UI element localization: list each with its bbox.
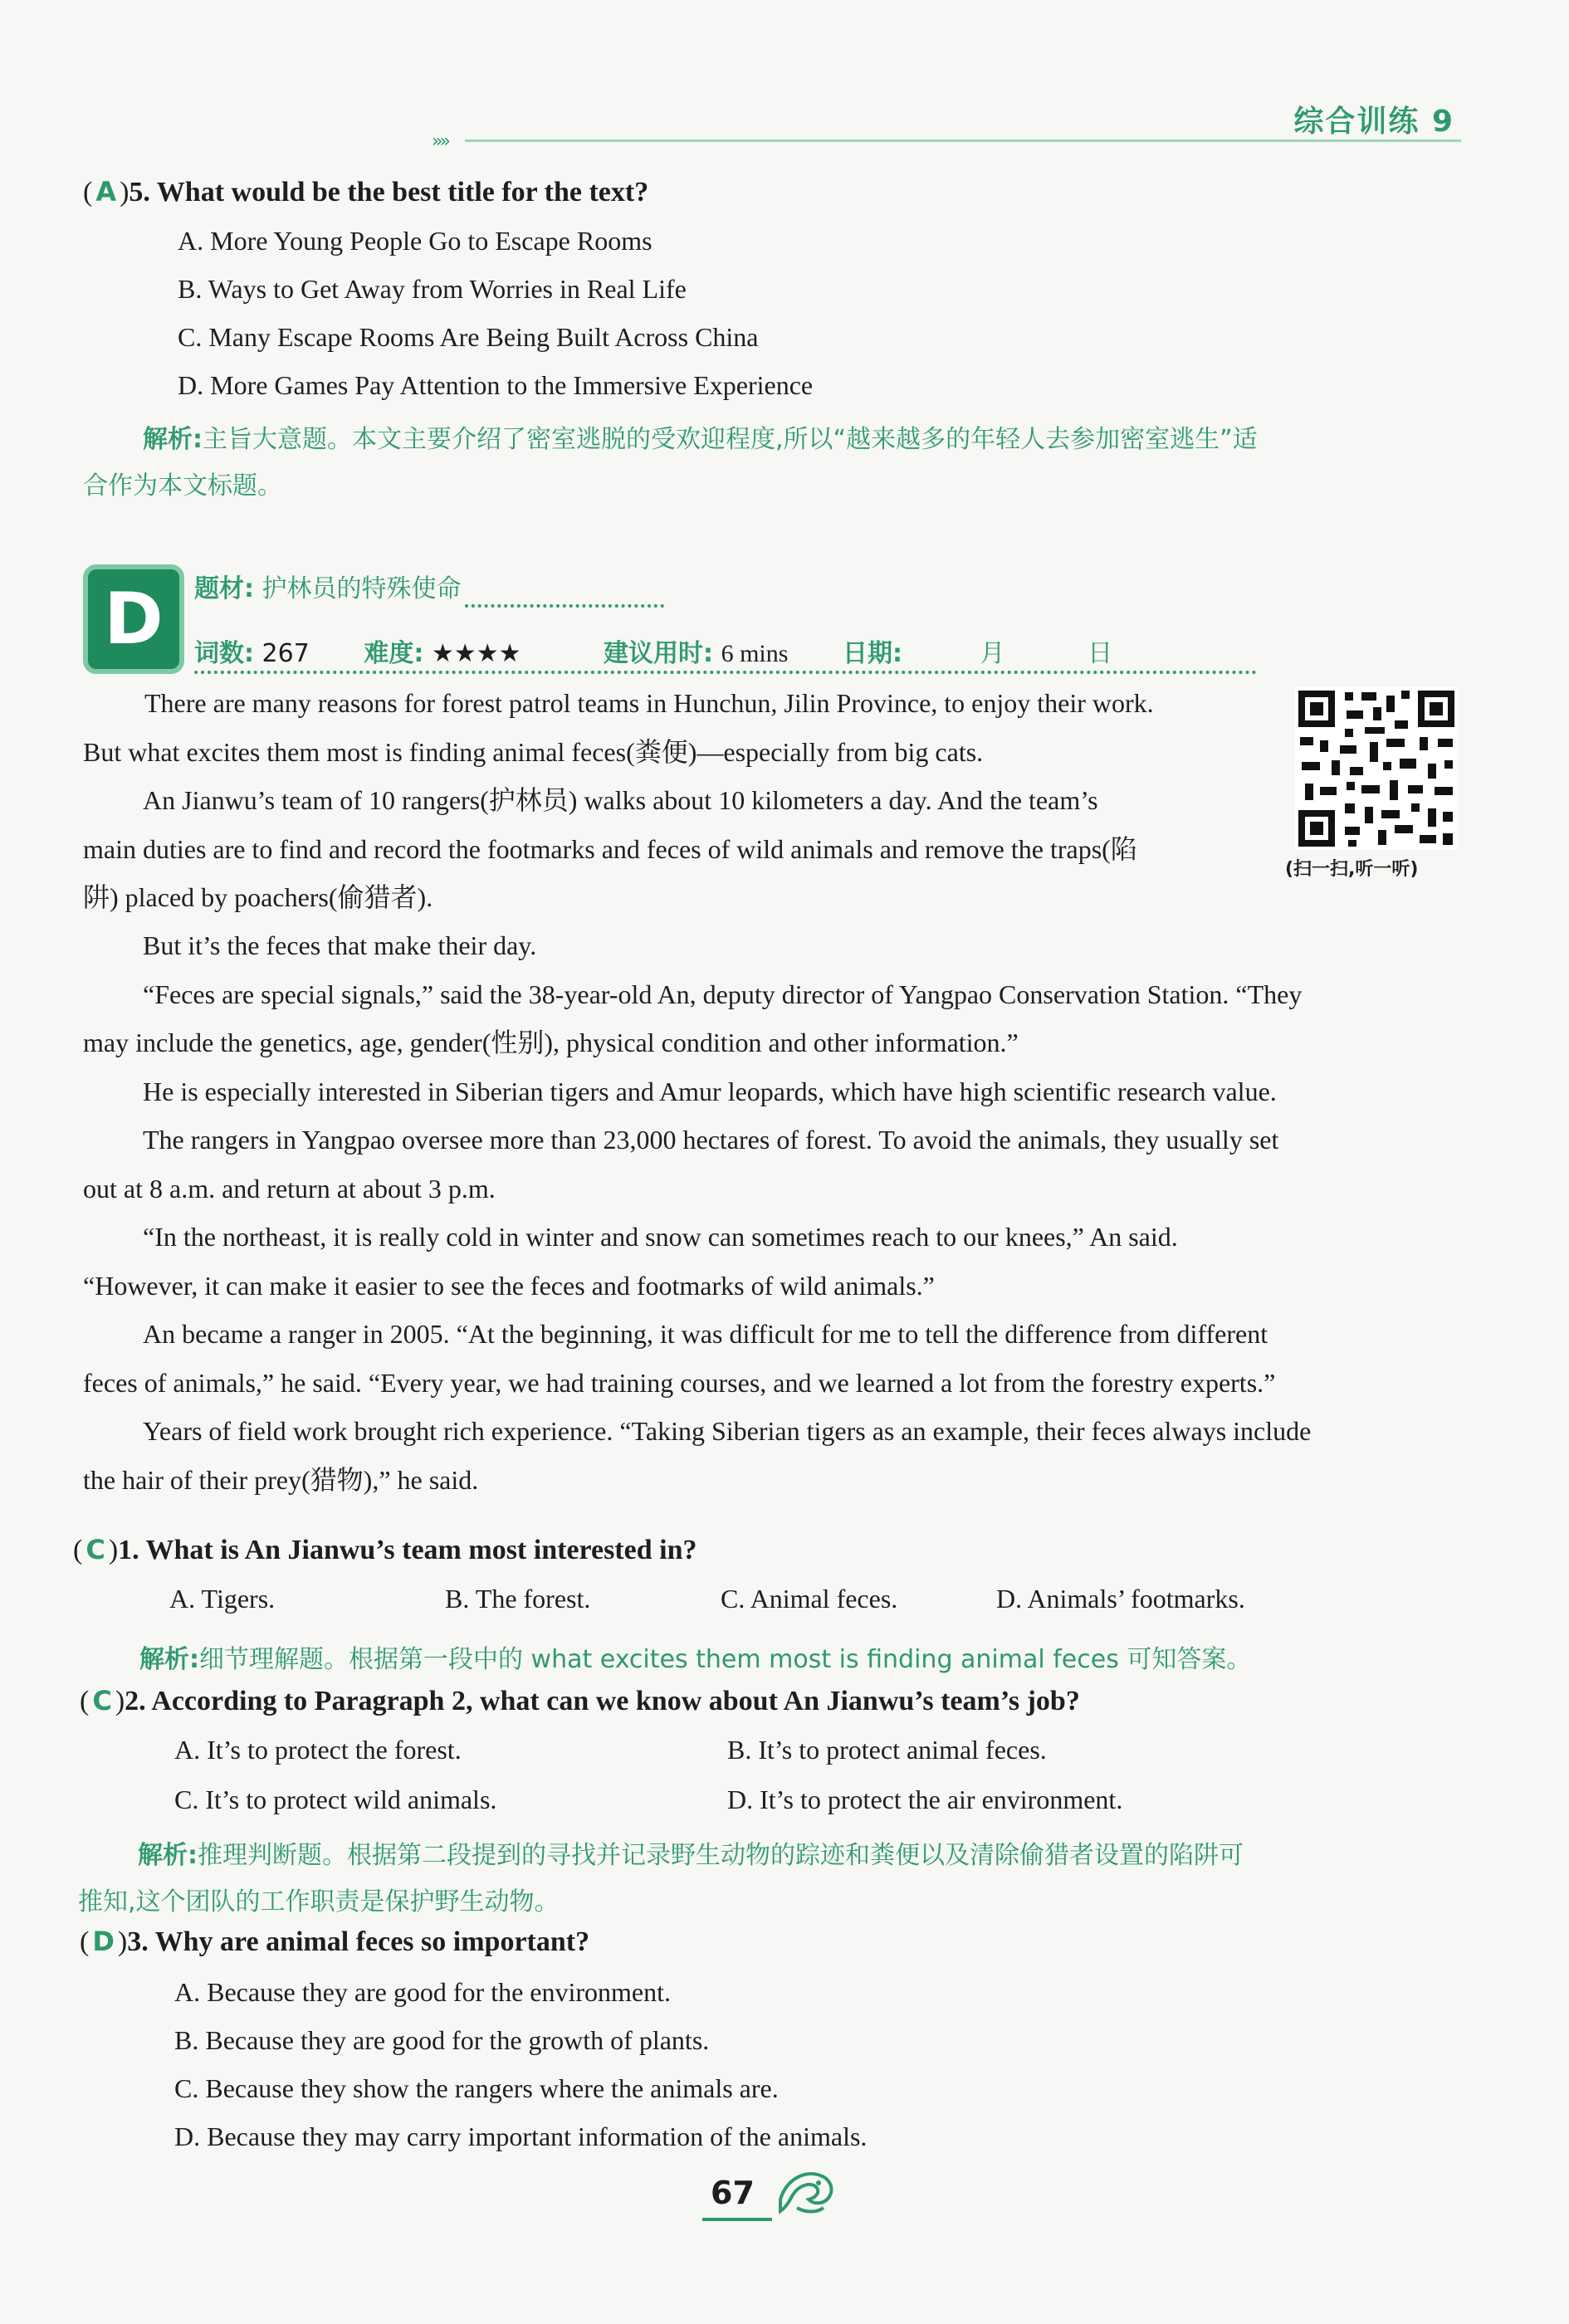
question-5-explanation: 解析:主旨大意题。本文主要介绍了密室逃脱的受欢迎程度,所以“越来越多的年轻人去参加密室逃生”适 合作为本文标题。	[83, 425, 1258, 500]
question-2-stem: ( C )2. According to Paragraph 2, what can we know about An Jianwu’s team’s job?	[80, 1685, 1080, 1716]
reading-meta-line: 词数: 267 难度: ★★★★ 建议用时: 6 mins 日期: 月 日	[194, 639, 1113, 668]
question-5-stem: ( A )5. What would be the best title for the text?	[83, 176, 649, 208]
passage-line: An Jianwu’s team of 10 rangers(护林员) walks about 10 kilometers a day. And the team’s	[143, 785, 1098, 815]
passage-line: “However, it can make it easier to see the feces and footmarks of wild animals.”	[83, 1270, 935, 1301]
passage-line: But it’s the feces that make their day.	[143, 930, 537, 960]
answer-badge: C	[92, 1685, 112, 1716]
option: C. It’s to protect wild animals.	[174, 1784, 497, 1814]
passage-line: “Feces are special signals,” said the 38-year-old An, deputy director of Yangpao Conservation Station. “They	[143, 979, 1303, 1009]
passage-line: out at 8 a.m. and return at about 3 p.m.	[83, 1173, 496, 1204]
passage-line: He is especially interested in Siberian tigers and Amur leopards, which have high scientific research value.	[143, 1076, 1277, 1106]
difficulty-stars-icon: ★★★★	[431, 639, 521, 668]
passage-line: main duties are to find and record the footmarks and feces of wild animals and remove the traps(陷	[83, 833, 1137, 864]
dolphin-logo-icon	[772, 2161, 838, 2221]
page-number-underline	[702, 2218, 772, 2221]
option: D. Animals’ footmarks.	[996, 1584, 1245, 1614]
option: A. More Young People Go to Escape Rooms	[178, 226, 653, 256]
passage-line: may include the genetics, age, gender(性别), physical condition and other information.”	[83, 1028, 1019, 1057]
option: B. The forest.	[445, 1584, 591, 1614]
passage-line: But what excites them most is finding animal feces(粪便)—especially from big cats.	[83, 736, 984, 767]
passage-line: feces of animals,” he said. “Every year, we had training courses, and we learned a lot from the forestry experts.”	[83, 1367, 1276, 1398]
option: B. It’s to protect animal feces.	[727, 1735, 1047, 1765]
header-divider	[465, 139, 1461, 142]
header-arrows-icon: »»	[432, 131, 447, 152]
question-2-explanation: 解析:推理判断题。根据第二段提到的寻找并记录野生动物的踪迹和粪便以及清除偷猎者设置的陷阱可 推知,这个团队的工作职责是保护野生动物。	[78, 1841, 1244, 1916]
passage-block-2	[83, 921, 1461, 1504]
option: A. Tigers.	[169, 1584, 276, 1614]
topic-dotted-rule	[465, 604, 664, 608]
passage-line: “In the northeast, it is really cold in winter and snow can sometimes reach to our knees,” An said.	[143, 1222, 1178, 1252]
passage-line: Years of field work brought rich experience. “Taking Siberian tigers as an example, their feces always include	[143, 1416, 1312, 1446]
question-1-explanation: 解析:细节理解题。根据第一段中的 what excites them most is finding animal feces 可知答案。	[139, 1645, 1252, 1674]
option: A. It’s to protect the forest.	[174, 1735, 462, 1765]
answer-badge: C	[86, 1534, 105, 1565]
section-letter-badge: D	[83, 564, 184, 674]
qr-code-icon[interactable]	[1295, 687, 1458, 850]
option: B. Ways to Get Away from Worries in Real Life	[178, 274, 687, 304]
option: D. More Games Pay Attention to the Immersive Experience	[178, 370, 814, 400]
passage-block-1	[83, 679, 1278, 922]
qr-caption: (扫一扫,听一听)	[1285, 859, 1419, 880]
section-header-title: 综合训练 9	[1293, 105, 1454, 139]
question-3-stem: ( D )3. Why are animal feces so important?	[80, 1926, 590, 1957]
option: C. Because they show the rangers where the animals are.	[174, 2073, 779, 2103]
answer-badge: A	[95, 176, 117, 208]
option: B. Because they are good for the growth of plants.	[174, 2025, 710, 2055]
option: D. It’s to protect the air environment.	[727, 1784, 1123, 1814]
option: A. Because they are good for the environment.	[174, 1977, 672, 2007]
question-1-stem: ( C )1. What is An Jianwu’s team most interested in?	[73, 1534, 697, 1565]
meta-dotted-rule	[194, 671, 1257, 674]
passage-line: The rangers in Yangpao oversee more than 23,000 hectares of forest. To avoid the animals, they usually set	[143, 1125, 1279, 1155]
passage-line: the hair of their prey(猎物),” he said.	[83, 1464, 479, 1495]
option: C. Animal feces.	[721, 1584, 898, 1614]
answer-badge: D	[92, 1926, 115, 1957]
passage-line: There are many reasons for forest patrol teams in Hunchun, Jilin Province, to enjoy their work.	[144, 688, 1154, 718]
topic-line: 题材: 护林员的特殊使命	[194, 574, 462, 603]
passage-line: 阱) placed by poachers(偷猎者).	[83, 882, 433, 912]
page-number: 67	[711, 2175, 755, 2211]
option: D. Because they may carry important information of the animals.	[174, 2121, 868, 2151]
word-count: 267	[262, 639, 310, 668]
option: C. Many Escape Rooms Are Being Built Across China	[178, 322, 759, 352]
passage-line: An became a ranger in 2005. “At the beginning, it was difficult for me to tell the difference from different	[143, 1319, 1268, 1349]
